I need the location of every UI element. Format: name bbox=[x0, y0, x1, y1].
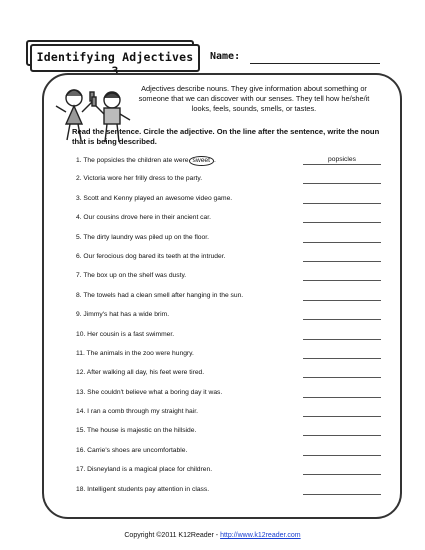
title-box bbox=[30, 44, 200, 78]
sentence-text: 10. Her cousin is a fast swimmer. bbox=[76, 330, 175, 338]
sentence-text: 7. The box up on the shelf was dusty. bbox=[76, 272, 187, 280]
sentence-row bbox=[76, 369, 386, 388]
copyright-text: Copyright ©2011 K12Reader - bbox=[124, 532, 221, 539]
answer-line[interactable] bbox=[303, 358, 381, 359]
circled-adjective: sweet bbox=[189, 156, 214, 166]
sentence-row bbox=[76, 389, 386, 408]
example-end: . bbox=[214, 157, 216, 164]
sentence-row bbox=[76, 292, 386, 311]
answer-line[interactable] bbox=[303, 261, 381, 262]
answer-line[interactable] bbox=[303, 494, 381, 495]
answer-line[interactable] bbox=[303, 339, 381, 340]
sentence-row bbox=[76, 486, 386, 505]
sentence-list bbox=[76, 156, 386, 505]
sentence-text: 11. The animals in the zoo were hungry. bbox=[76, 349, 194, 357]
sentence-text: 17. Disneyland is a magical place for children. bbox=[76, 466, 213, 474]
answer-line[interactable] bbox=[303, 242, 381, 243]
sentence-text: 5. The dirty laundry was piled up on the floor. bbox=[76, 233, 209, 241]
sentence-row bbox=[76, 234, 386, 253]
example-answer: popsicles bbox=[328, 156, 356, 163]
sentence-row bbox=[76, 253, 386, 272]
answer-line[interactable] bbox=[303, 183, 381, 184]
sentence-text: 2. Victoria wore her frilly dress to the party. bbox=[76, 175, 203, 183]
name-line[interactable] bbox=[250, 63, 380, 64]
answer-line[interactable] bbox=[303, 397, 381, 398]
sentence-text: 13. She couldn't believe what a boring day it was. bbox=[76, 388, 223, 396]
sentence-row bbox=[76, 447, 386, 466]
sentence-text: 14. I ran a comb through my straight hair. bbox=[76, 408, 198, 416]
sentence-row bbox=[76, 408, 386, 427]
answer-line[interactable] bbox=[303, 203, 381, 204]
name-label: Name: bbox=[210, 51, 241, 62]
sentence-text: 6. Our ferocious dog bared its teeth at the intruder. bbox=[76, 252, 226, 260]
sentence-text: 8. The towels had a clean smell after hanging in the sun. bbox=[76, 291, 244, 299]
website-link[interactable]: http://www.k12reader.com bbox=[220, 532, 301, 539]
sentence-row bbox=[76, 427, 386, 446]
worksheet-title: Identifying Adjectives 3 bbox=[36, 50, 194, 78]
sentence-row bbox=[76, 350, 386, 369]
answer-line[interactable] bbox=[303, 300, 381, 301]
answer-line[interactable] bbox=[303, 377, 381, 378]
sentence-text: 4. Our cousins drove here in their ancient car. bbox=[76, 214, 211, 222]
answer-line[interactable] bbox=[303, 280, 381, 281]
instructions-text: Read the sentence. Circle the adjective. On the line after the sentence, write the noun that is being described. bbox=[72, 127, 380, 146]
answer-line[interactable] bbox=[303, 455, 381, 456]
intro-text: Adjectives describe nouns. They give information about something or someone that we can discover with our senses. They tell how he/she/it looks, feels, sounds, smells, or tastes. bbox=[138, 84, 370, 113]
answer-line[interactable] bbox=[303, 435, 381, 436]
answer-line[interactable] bbox=[303, 474, 381, 475]
sentence-row bbox=[76, 272, 386, 291]
answer-line[interactable] bbox=[303, 222, 381, 223]
sentence-row bbox=[76, 195, 386, 214]
sentence-text: 18. Intelligent students pay attention in class. bbox=[76, 485, 210, 493]
answer-line[interactable] bbox=[303, 416, 381, 417]
answer-line[interactable] bbox=[303, 319, 381, 320]
sentence-text: 9. Jimmy's hat has a wide brim. bbox=[76, 311, 170, 319]
sentence-text: 16. Carrie's shoes are uncomfortable. bbox=[76, 446, 188, 454]
example-sentence bbox=[76, 156, 216, 166]
footer bbox=[0, 532, 425, 539]
sentence-text: 12. After walking all day, his feet were tired. bbox=[76, 369, 205, 377]
answer-line[interactable] bbox=[303, 164, 381, 165]
example-text: 1. The popsicles the children ate were bbox=[76, 157, 189, 164]
sentence-row bbox=[76, 466, 386, 485]
sentence-row bbox=[76, 214, 386, 233]
sentence-row bbox=[76, 331, 386, 350]
sentence-text: 3. Scott and Kenny played an awesome video game. bbox=[76, 194, 233, 202]
sentence-row bbox=[76, 156, 386, 175]
sentence-row bbox=[76, 175, 386, 194]
sentence-text: 15. The house is majestic on the hillside. bbox=[76, 427, 197, 435]
sentence-row bbox=[76, 311, 386, 330]
